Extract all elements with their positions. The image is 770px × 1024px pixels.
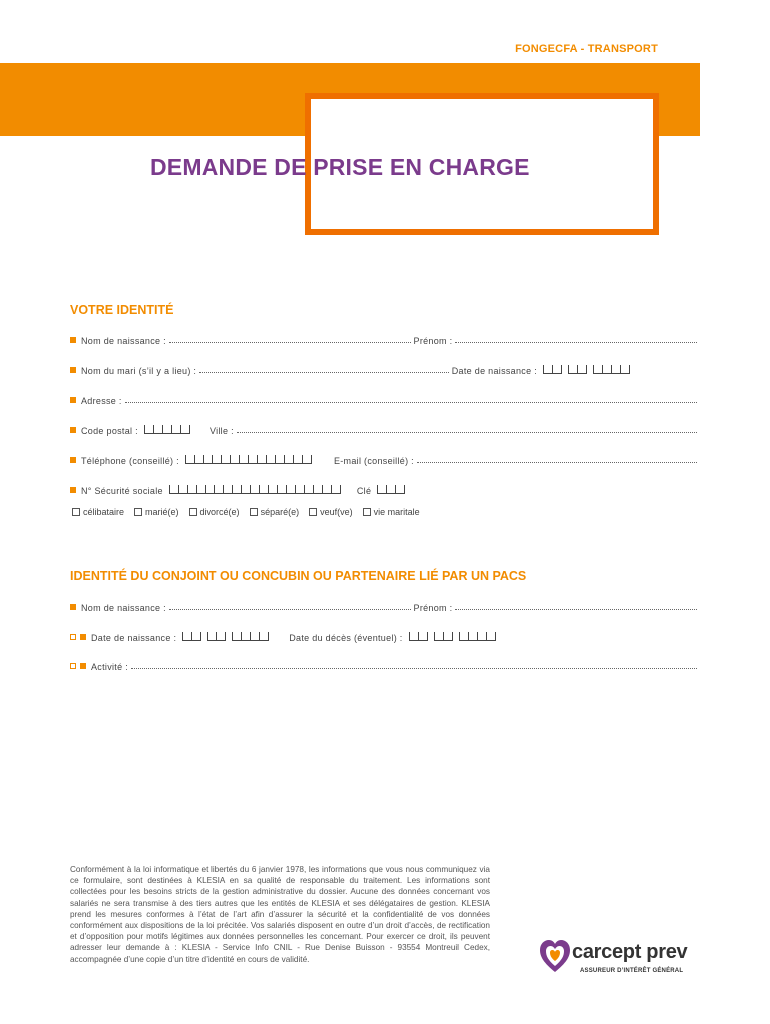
checkbox-icon[interactable]: [189, 508, 197, 516]
row-conjoint-dates: [70, 629, 700, 643]
open-bullet-icon: [70, 634, 76, 640]
cle-label: Clé: [356, 486, 372, 496]
status-divorce[interactable]: divorcé(e): [189, 507, 240, 517]
open-bullet-icon: [70, 663, 76, 669]
checkbox-icon[interactable]: [72, 508, 80, 516]
bullet-icon: [70, 337, 76, 343]
bullet-icon: [70, 367, 76, 373]
bullet-icon: [80, 634, 86, 640]
marital-status-options: [72, 507, 420, 517]
ville-field[interactable]: [237, 432, 697, 433]
section-title-identity: VOTRE IDENTITÉ: [70, 303, 174, 317]
page-title: DEMANDE DE PRISE EN CHARGE: [150, 154, 530, 180]
bullet-icon: [70, 604, 76, 610]
nom-naissance-label: Nom de naissance :: [81, 336, 166, 346]
code-postal-field[interactable]: [144, 425, 196, 434]
row-securite-sociale: [70, 482, 700, 496]
carcept-prev-logo: [538, 937, 708, 981]
status-separe[interactable]: séparé(e): [250, 507, 300, 517]
date-naissance-label: Date de naissance :: [451, 366, 537, 376]
email-label: E-mail (conseillé) :: [333, 456, 414, 466]
row-nom-mari-date: [70, 362, 700, 376]
row-code-ville: [70, 422, 700, 436]
nom-naissance-field[interactable]: [169, 342, 411, 343]
section-title-conjoint: IDENTITÉ DU CONJOINT OU CONCUBIN OU PARTENAIRE LIÉ PAR UN PACS: [70, 569, 527, 583]
adresse-field[interactable]: [125, 402, 697, 403]
conjoint-date-naissance-field[interactable]: [182, 632, 275, 641]
conjoint-prenom-label: Prénom :: [413, 603, 453, 613]
adresse-label: Adresse :: [81, 396, 122, 406]
checkbox-icon[interactable]: [309, 508, 317, 516]
checkbox-icon[interactable]: [363, 508, 371, 516]
code-postal-label: Code postal :: [81, 426, 138, 436]
prenom-field[interactable]: [455, 342, 697, 343]
heart-logo-icon: [538, 937, 572, 977]
row-nom-prenom: [70, 332, 700, 346]
conjoint-prenom-field[interactable]: [455, 609, 697, 610]
status-veuf[interactable]: veuf(ve): [309, 507, 353, 517]
ville-label: Ville :: [209, 426, 234, 436]
status-celibataire[interactable]: célibataire: [72, 507, 124, 517]
checkbox-icon[interactable]: [134, 508, 142, 516]
row-adresse: [70, 392, 700, 406]
cle-field[interactable]: [377, 485, 411, 494]
conjoint-nom-naissance-label: Nom de naissance :: [81, 603, 166, 613]
bullet-icon: [70, 487, 76, 493]
nom-mari-field[interactable]: [199, 372, 449, 373]
bullet-icon: [70, 427, 76, 433]
conjoint-date-deces-field[interactable]: [409, 632, 502, 641]
row-telephone-email: [70, 452, 700, 466]
bullet-icon: [80, 663, 86, 669]
conjoint-date-deces-label: Date du décès (éventuel) :: [289, 633, 403, 643]
conjoint-date-naissance-label: Date de naissance :: [91, 633, 177, 643]
bullet-icon: [70, 397, 76, 403]
checkbox-icon[interactable]: [250, 508, 258, 516]
conjoint-activite-label: Activité :: [91, 662, 129, 672]
securite-sociale-label: N° Sécurité sociale: [81, 486, 163, 496]
date-naissance-field[interactable]: [543, 365, 636, 374]
bullet-icon: [70, 457, 76, 463]
telephone-field[interactable]: [185, 455, 318, 464]
conjoint-nom-naissance-field[interactable]: [169, 609, 411, 610]
legal-notice: Conformément à la loi informatique et libertés du 6 janvier 1978, les informations que vous nous communiquez via ce formulaire, sont destinées à KLESIA en sa qualité de responsable du traitement. Les informations sont collectées pour les besoins stricts de la gestion administrative du dossier. Aucune des données concernant vos salariés ne sera transmise à des tiers autres que les entités de KLESIA et ses délégataires de gestion. KLESIA prend les mesures conformes à l’état de l’art afin d’assurer la sécurité et la confidentialité de vos données conformément aux dispositions de la loi précitée. Vos salariés disposent en outre d’un droit d’accès, de rectification et d’opposition pour motifs légitimes aux données personnelles les concernant. Pour exercer ce droit, ils peuvent adresser leur demande à : KLESIA - Service Info CNIL - Rue Denise Buisson - 93554 Montreuil Cedex, accompagnée d’une copie d’un titre d’identité en cours de validité.: [70, 865, 490, 964]
telephone-label: Téléphone (conseillé) :: [81, 456, 179, 466]
nom-mari-label: Nom du mari (s’il y a lieu) :: [81, 366, 197, 376]
securite-sociale-field[interactable]: [169, 485, 347, 494]
logo-name: carcept prev: [572, 941, 688, 963]
email-field[interactable]: [417, 462, 697, 463]
logo-tagline: ASSUREUR D’INTÉRÊT GÉNÉRAL: [580, 968, 684, 974]
document-category: FONGECFA - TRANSPORT: [515, 43, 658, 55]
row-conjoint-activite: [70, 658, 700, 672]
status-marie[interactable]: marié(e): [134, 507, 179, 517]
prenom-label: Prénom :: [413, 336, 453, 346]
status-vie-maritale[interactable]: vie maritale: [363, 507, 420, 517]
conjoint-activite-field[interactable]: [131, 668, 697, 669]
row-conjoint-nom-prenom: [70, 599, 700, 613]
